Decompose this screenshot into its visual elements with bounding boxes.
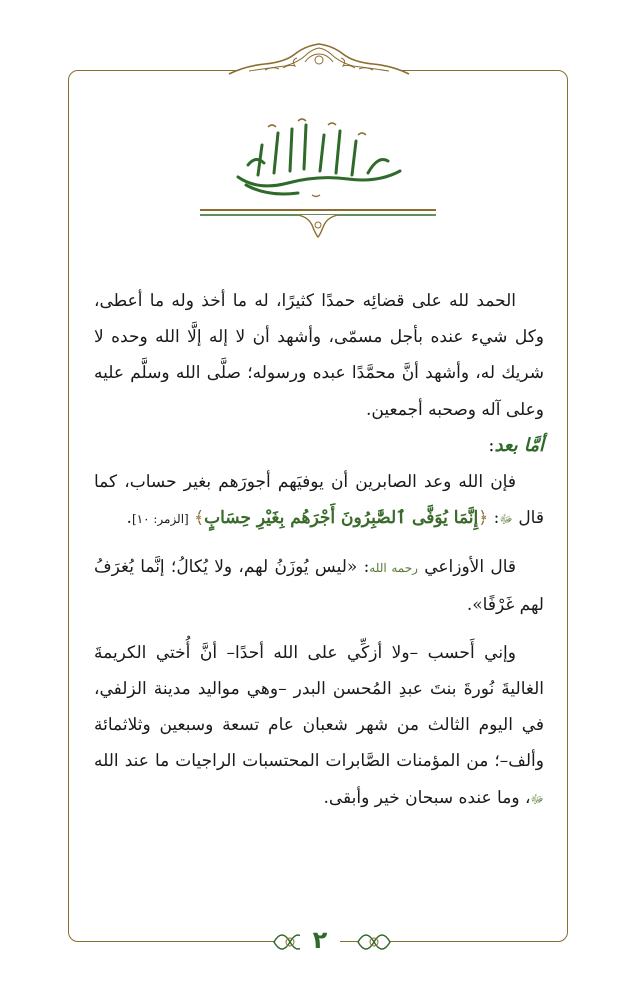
awzai-quote: : «ليس يُوزَنُ لهم، ولا يُكالُ؛ إنَّما يُغرَفُ لهم غَرْفًا». [94,557,544,615]
opening-paragraph: الحمد لله على قضائِه حمدًا كثيرًا، له ما أخذ وله ما أعطى، وكل شيء عنده بأجل مسمّى، وأشهد أن لا إله إلَّا الله وحده لا شريك له، وأشهد أنَّ محمَّدًا عبده ورسوله؛ صلَّى الله وسلَّم عليه وعلى آله وصحبه أجمعين. [94,291,544,420]
awzai-paragraph [94,549,544,622]
paragraph-gap [94,623,544,635]
sister-honorific: ﷻ [530,791,544,806]
basmala-calligraphy [228,105,410,205]
patience-colon: : [493,508,500,529]
patience-end: . [126,508,132,529]
patience-intro: فإن الله وعد الصابرين أن يوفيَهم أجورَهم بغير حساب، كما قال [94,472,544,529]
verse-close-bracket: ﴾ [194,508,205,529]
sister-text: وإني أَحسب –ولا أزكِّي على الله أحدًا– أنَّ أُختي الكريمةَ الغاليةَ نُورةَ بنتَ عبدِ المُحسن البدر –وهي مواليد مدينة الزلفي، في اليوم الثالث من شهر شعبان عام تسعة وسبعين وثلاثمائة وألف–؛ من المؤمنات الصَّابرات المحتسبات الراجيات ما عند الله [94,642,544,772]
top-frame-ornament [225,40,413,76]
amma-bad-colon: : [488,434,495,456]
paragraph-gap [94,537,544,549]
amma-bad-heading [94,428,544,464]
page-number: ٢ [300,926,340,954]
sister-text-end: ، وما عنده سبحان خير وأبقى. [323,787,531,808]
honorific-mark: ﷻ [499,512,513,527]
awzai-intro: قال الأوزاعي [424,557,517,578]
verse-reference: [الزمر: ١٠] [131,512,189,527]
amma-bad-word: أمَّا بعد [494,434,544,456]
awzai-honorific: رحمه الله [369,561,418,576]
page-body [94,283,544,817]
sister-paragraph [94,635,544,817]
verse-open-bracket: ﴿ [478,508,489,529]
quran-verse: إِنَّمَا يُوَفَّى ٱلصَّٰبِرُونَ أَجْرَهُم بِغَيْرِ حِسَابٍ [204,508,479,529]
title-divider-ornament [200,205,436,239]
patience-paragraph [94,464,544,537]
